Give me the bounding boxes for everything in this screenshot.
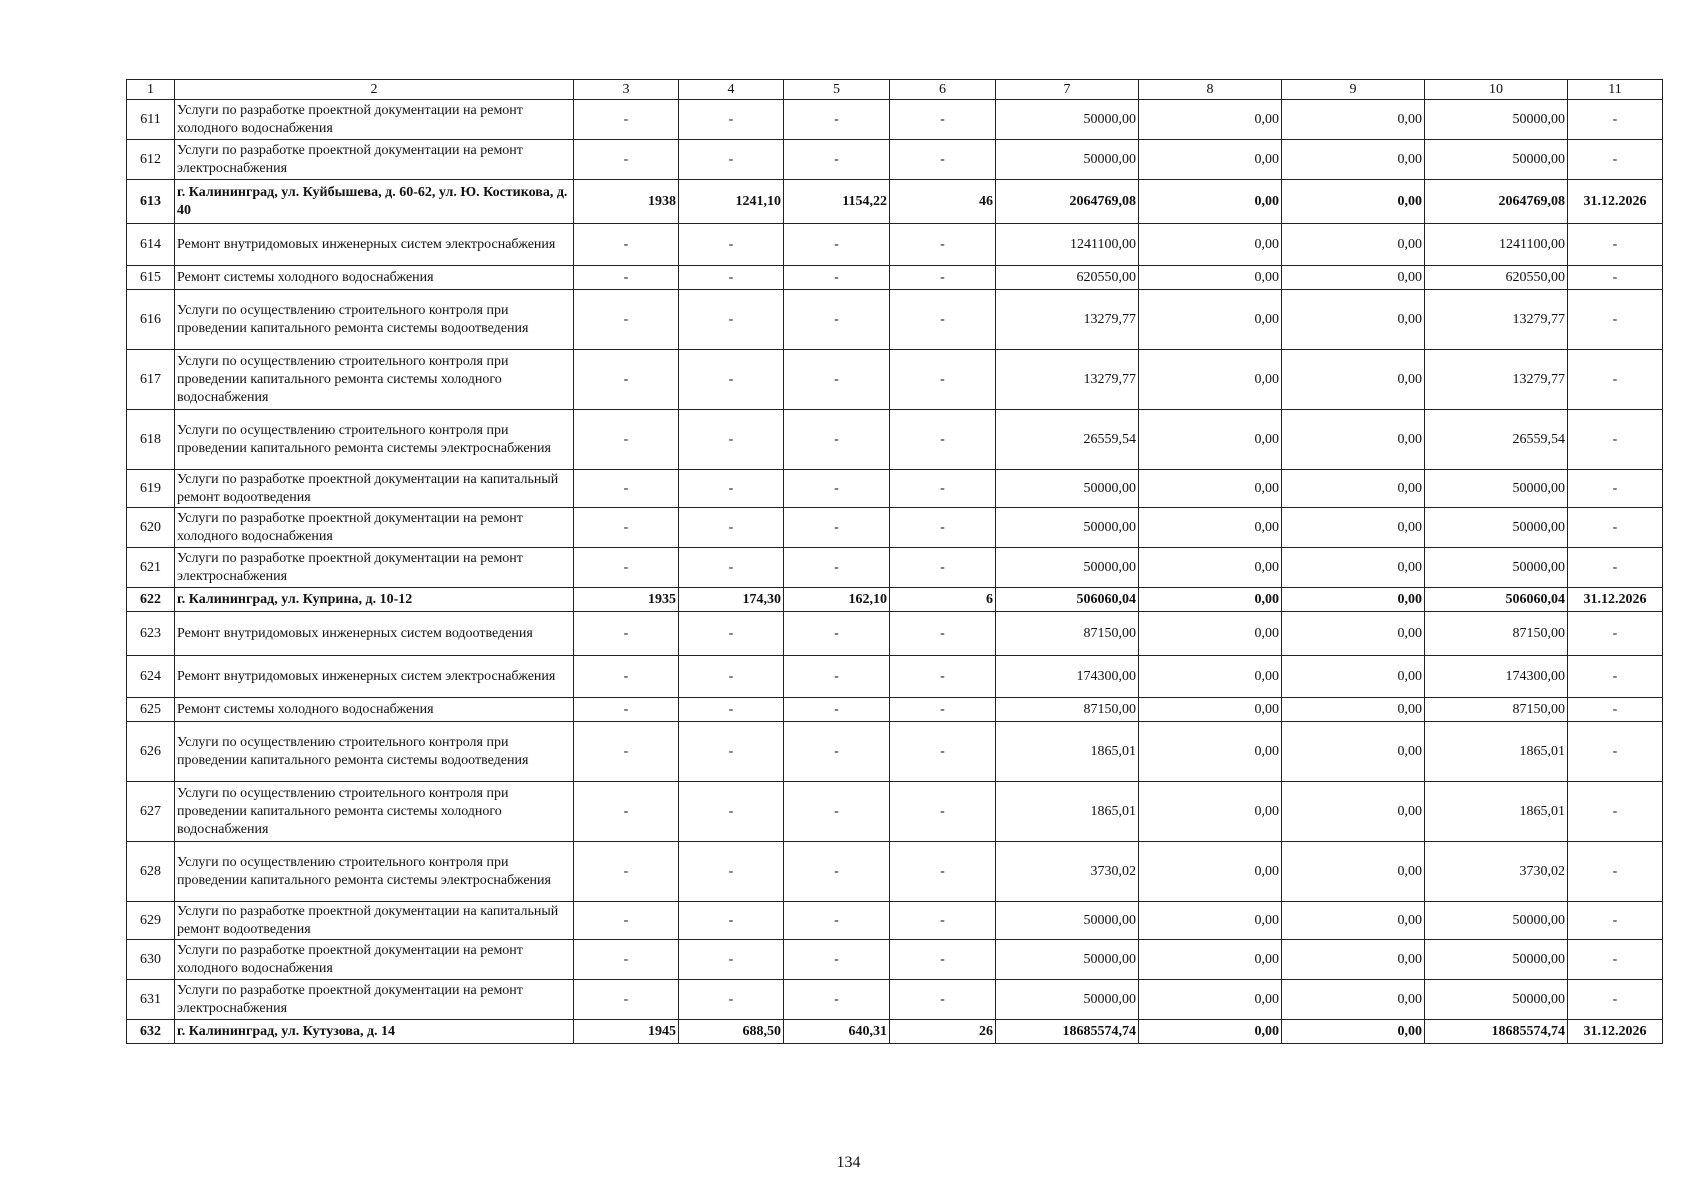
col8-value: 0,00 [1139, 902, 1282, 940]
col8-value: 0,00 [1139, 548, 1282, 588]
col10-value: 13279,77 [1425, 350, 1568, 410]
row-name: г. Калининград, ул. Кутузова, д. 14 [175, 1020, 574, 1044]
col8-value: 0,00 [1139, 842, 1282, 902]
col4-value: 688,50 [679, 1020, 784, 1044]
col5-value: - [784, 290, 890, 350]
row-name: Услуги по осуществлению строительного контроля при проведении капитального ремонта системы электроснабжения [175, 410, 574, 470]
column-header: 9 [1282, 80, 1425, 100]
col4-value: - [679, 290, 784, 350]
column-header: 8 [1139, 80, 1282, 100]
col7-value: 50000,00 [996, 140, 1139, 180]
col10-value: 13279,77 [1425, 290, 1568, 350]
col5-value: - [784, 224, 890, 266]
col11-value: - [1568, 350, 1663, 410]
col9-value: 0,00 [1282, 842, 1425, 902]
col8-value: 0,00 [1139, 612, 1282, 656]
col10-value: 26559,54 [1425, 410, 1568, 470]
row-name: Услуги по разработке проектной документации на ремонт холодного водоснабжения [175, 100, 574, 140]
col7-value: 50000,00 [996, 902, 1139, 940]
col8-value: 0,00 [1139, 140, 1282, 180]
col9-value: 0,00 [1282, 612, 1425, 656]
col11-value: - [1568, 722, 1663, 782]
row-name: Услуги по разработке проектной документации на ремонт электроснабжения [175, 140, 574, 180]
col6-value: - [890, 100, 996, 140]
col4-value: - [679, 842, 784, 902]
row-number: 623 [127, 612, 175, 656]
col10-value: 50000,00 [1425, 548, 1568, 588]
col9-value: 0,00 [1282, 470, 1425, 508]
row-number: 615 [127, 266, 175, 290]
col3-value: - [574, 266, 679, 290]
col7-value: 506060,04 [996, 588, 1139, 612]
col6-value: - [890, 290, 996, 350]
col7-value: 1865,01 [996, 722, 1139, 782]
col7-value: 50000,00 [996, 548, 1139, 588]
col9-value: 0,00 [1282, 224, 1425, 266]
col7-value: 174300,00 [996, 656, 1139, 698]
col3-value: - [574, 100, 679, 140]
col4-value: - [679, 940, 784, 980]
col11-value: - [1568, 902, 1663, 940]
col5-value: 1154,22 [784, 180, 890, 224]
column-header: 3 [574, 80, 679, 100]
row-number: 630 [127, 940, 175, 980]
col8-value: 0,00 [1139, 410, 1282, 470]
row-number: 627 [127, 782, 175, 842]
row-number: 612 [127, 140, 175, 180]
row-name: г. Калининград, ул. Куприна, д. 10-12 [175, 588, 574, 612]
header-row [127, 80, 1663, 100]
col4-value: - [679, 508, 784, 548]
col11-value: - [1568, 410, 1663, 470]
col10-value: 50000,00 [1425, 902, 1568, 940]
row-number: 614 [127, 224, 175, 266]
col6-value: 46 [890, 180, 996, 224]
col5-value: 640,31 [784, 1020, 890, 1044]
col4-value: - [679, 224, 784, 266]
col9-value: 0,00 [1282, 722, 1425, 782]
col7-value: 2064769,08 [996, 180, 1139, 224]
col7-value: 18685574,74 [996, 1020, 1139, 1044]
col3-value: - [574, 612, 679, 656]
col11-value: - [1568, 698, 1663, 722]
capital-repair-table [126, 79, 1663, 1044]
col10-value: 1241100,00 [1425, 224, 1568, 266]
col5-value: - [784, 782, 890, 842]
col6-value: - [890, 508, 996, 548]
col7-value: 13279,77 [996, 350, 1139, 410]
col9-value: 0,00 [1282, 698, 1425, 722]
col5-value: - [784, 140, 890, 180]
col5-value: - [784, 612, 890, 656]
col9-value: 0,00 [1282, 656, 1425, 698]
col6-value: - [890, 940, 996, 980]
col4-value: - [679, 980, 784, 1020]
row-number: 617 [127, 350, 175, 410]
col9-value: 0,00 [1282, 980, 1425, 1020]
col10-value: 50000,00 [1425, 980, 1568, 1020]
col10-value: 50000,00 [1425, 508, 1568, 548]
row-name: Ремонт системы холодного водоснабжения [175, 698, 574, 722]
col3-value: - [574, 902, 679, 940]
col10-value: 506060,04 [1425, 588, 1568, 612]
col6-value: - [890, 612, 996, 656]
col6-value: - [890, 140, 996, 180]
col4-value: 1241,10 [679, 180, 784, 224]
col8-value: 0,00 [1139, 722, 1282, 782]
col11-value: - [1568, 224, 1663, 266]
col10-value: 50000,00 [1425, 140, 1568, 180]
col9-value: 0,00 [1282, 902, 1425, 940]
col10-value: 50000,00 [1425, 940, 1568, 980]
col6-value: - [890, 266, 996, 290]
col3-value: - [574, 842, 679, 902]
col11-value: - [1568, 100, 1663, 140]
col5-value: - [784, 656, 890, 698]
col9-value: 0,00 [1282, 410, 1425, 470]
col4-value: - [679, 902, 784, 940]
col6-value: - [890, 722, 996, 782]
col3-value: - [574, 290, 679, 350]
col7-value: 3730,02 [996, 842, 1139, 902]
col5-value: - [784, 980, 890, 1020]
col4-value: - [679, 722, 784, 782]
row-number: 613 [127, 180, 175, 224]
row-number: 620 [127, 508, 175, 548]
col11-value: 31.12.2026 [1568, 180, 1663, 224]
column-header: 4 [679, 80, 784, 100]
col11-value: - [1568, 290, 1663, 350]
row-name: Услуги по разработке проектной документации на ремонт электроснабжения [175, 548, 574, 588]
col6-value: 6 [890, 588, 996, 612]
col4-value: - [679, 612, 784, 656]
table-row [127, 410, 1663, 470]
col11-value: - [1568, 656, 1663, 698]
col7-value: 87150,00 [996, 698, 1139, 722]
col10-value: 1865,01 [1425, 722, 1568, 782]
row-number: 621 [127, 548, 175, 588]
col9-value: 0,00 [1282, 180, 1425, 224]
row-number: 619 [127, 470, 175, 508]
col9-value: 0,00 [1282, 940, 1425, 980]
table-row [127, 588, 1663, 612]
col9-value: 0,00 [1282, 588, 1425, 612]
row-number: 616 [127, 290, 175, 350]
column-header: 5 [784, 80, 890, 100]
col7-value: 13279,77 [996, 290, 1139, 350]
column-header: 10 [1425, 80, 1568, 100]
col8-value: 0,00 [1139, 180, 1282, 224]
col10-value: 1865,01 [1425, 782, 1568, 842]
row-name: Услуги по осуществлению строительного контроля при проведении капитального ремонта системы водоотведения [175, 290, 574, 350]
col3-value: - [574, 722, 679, 782]
col7-value: 1241100,00 [996, 224, 1139, 266]
col4-value: - [679, 410, 784, 470]
col3-value: - [574, 782, 679, 842]
table-row [127, 266, 1663, 290]
row-name: Услуги по разработке проектной документации на ремонт электроснабжения [175, 980, 574, 1020]
col8-value: 0,00 [1139, 980, 1282, 1020]
col5-value: - [784, 410, 890, 470]
col7-value: 1865,01 [996, 782, 1139, 842]
col10-value: 3730,02 [1425, 842, 1568, 902]
col5-value: - [784, 266, 890, 290]
table-row [127, 180, 1663, 224]
col5-value: - [784, 698, 890, 722]
table-row [127, 224, 1663, 266]
col11-value: - [1568, 266, 1663, 290]
col7-value: 87150,00 [996, 612, 1139, 656]
row-number: 631 [127, 980, 175, 1020]
col10-value: 18685574,74 [1425, 1020, 1568, 1044]
table-row [127, 290, 1663, 350]
row-number: 618 [127, 410, 175, 470]
col8-value: 0,00 [1139, 470, 1282, 508]
col5-value: - [784, 350, 890, 410]
col5-value: - [784, 902, 890, 940]
col4-value: - [679, 100, 784, 140]
row-name: Ремонт внутридомовых инженерных систем электроснабжения [175, 224, 574, 266]
col5-value: - [784, 470, 890, 508]
col6-value: - [890, 842, 996, 902]
col8-value: 0,00 [1139, 224, 1282, 266]
col8-value: 0,00 [1139, 290, 1282, 350]
table-row [127, 656, 1663, 698]
row-name: Ремонт системы холодного водоснабжения [175, 266, 574, 290]
col3-value: - [574, 940, 679, 980]
col8-value: 0,00 [1139, 656, 1282, 698]
row-name: Услуги по разработке проектной документации на ремонт холодного водоснабжения [175, 940, 574, 980]
col11-value: - [1568, 842, 1663, 902]
table-body [127, 100, 1663, 1044]
col7-value: 620550,00 [996, 266, 1139, 290]
col6-value: - [890, 782, 996, 842]
row-name: г. Калининград, ул. Куйбышева, д. 60-62, ул. Ю. Костикова, д. 40 [175, 180, 574, 224]
col8-value: 0,00 [1139, 698, 1282, 722]
col9-value: 0,00 [1282, 100, 1425, 140]
col6-value: - [890, 350, 996, 410]
col5-value: - [784, 842, 890, 902]
col4-value: - [679, 266, 784, 290]
row-number: 629 [127, 902, 175, 940]
col4-value: - [679, 698, 784, 722]
page-number: 134 [836, 1154, 861, 1171]
col4-value: - [679, 140, 784, 180]
row-name: Услуги по осуществлению строительного контроля при проведении капитального ремонта системы водоотведения [175, 722, 574, 782]
col8-value: 0,00 [1139, 1020, 1282, 1044]
col7-value: 26559,54 [996, 410, 1139, 470]
table-row [127, 612, 1663, 656]
col9-value: 0,00 [1282, 1020, 1425, 1044]
col8-value: 0,00 [1139, 350, 1282, 410]
col9-value: 0,00 [1282, 140, 1425, 180]
col8-value: 0,00 [1139, 100, 1282, 140]
col8-value: 0,00 [1139, 508, 1282, 548]
col11-value: - [1568, 508, 1663, 548]
col11-value: - [1568, 782, 1663, 842]
row-name: Услуги по осуществлению строительного контроля при проведении капитального ремонта системы холодного водоснабжения [175, 350, 574, 410]
col11-value: 31.12.2026 [1568, 1020, 1663, 1044]
col5-value: - [784, 100, 890, 140]
col8-value: 0,00 [1139, 940, 1282, 980]
col6-value: - [890, 224, 996, 266]
row-name: Услуги по разработке проектной документации на капитальный ремонт водоотведения [175, 902, 574, 940]
col3-value: 1945 [574, 1020, 679, 1044]
table-row [127, 350, 1663, 410]
col10-value: 620550,00 [1425, 266, 1568, 290]
col11-value: - [1568, 980, 1663, 1020]
col4-value: - [679, 350, 784, 410]
col11-value: - [1568, 548, 1663, 588]
col11-value: - [1568, 940, 1663, 980]
col4-value: - [679, 470, 784, 508]
col7-value: 50000,00 [996, 940, 1139, 980]
col5-value: - [784, 508, 890, 548]
col3-value: - [574, 980, 679, 1020]
col3-value: - [574, 656, 679, 698]
table-row [127, 940, 1663, 980]
col11-value: - [1568, 140, 1663, 180]
col3-value: - [574, 410, 679, 470]
column-header: 6 [890, 80, 996, 100]
row-number: 624 [127, 656, 175, 698]
col10-value: 50000,00 [1425, 470, 1568, 508]
table-row [127, 722, 1663, 782]
col10-value: 2064769,08 [1425, 180, 1568, 224]
row-name: Услуги по осуществлению строительного контроля при проведении капитального ремонта системы электроснабжения [175, 842, 574, 902]
col3-value: - [574, 470, 679, 508]
col6-value: - [890, 548, 996, 588]
table-row [127, 508, 1663, 548]
col9-value: 0,00 [1282, 350, 1425, 410]
col3-value: - [574, 224, 679, 266]
column-header: 1 [127, 80, 175, 100]
table-row [127, 902, 1663, 940]
col6-value: - [890, 902, 996, 940]
col10-value: 174300,00 [1425, 656, 1568, 698]
col9-value: 0,00 [1282, 266, 1425, 290]
col5-value: - [784, 548, 890, 588]
col3-value: - [574, 140, 679, 180]
col5-value: - [784, 940, 890, 980]
col3-value: - [574, 548, 679, 588]
col9-value: 0,00 [1282, 508, 1425, 548]
table-row [127, 842, 1663, 902]
col5-value: 162,10 [784, 588, 890, 612]
col3-value: - [574, 508, 679, 548]
col11-value: 31.12.2026 [1568, 588, 1663, 612]
row-name: Ремонт внутридомовых инженерных систем водоотведения [175, 612, 574, 656]
col6-value: - [890, 698, 996, 722]
row-number: 632 [127, 1020, 175, 1044]
col9-value: 0,00 [1282, 548, 1425, 588]
col7-value: 50000,00 [996, 980, 1139, 1020]
row-number: 625 [127, 698, 175, 722]
col4-value: - [679, 548, 784, 588]
col8-value: 0,00 [1139, 266, 1282, 290]
row-name: Ремонт внутридомовых инженерных систем электроснабжения [175, 656, 574, 698]
row-number: 622 [127, 588, 175, 612]
col4-value: - [679, 656, 784, 698]
col5-value: - [784, 722, 890, 782]
col10-value: 87150,00 [1425, 612, 1568, 656]
col3-value: 1938 [574, 180, 679, 224]
column-header: 2 [175, 80, 574, 100]
col6-value: 26 [890, 1020, 996, 1044]
row-name: Услуги по осуществлению строительного контроля при проведении капитального ремонта системы холодного водоснабжения [175, 782, 574, 842]
col10-value: 87150,00 [1425, 698, 1568, 722]
col9-value: 0,00 [1282, 782, 1425, 842]
table-row [127, 548, 1663, 588]
col7-value: 50000,00 [996, 508, 1139, 548]
col10-value: 50000,00 [1425, 100, 1568, 140]
table-row [127, 698, 1663, 722]
col7-value: 50000,00 [996, 470, 1139, 508]
col11-value: - [1568, 470, 1663, 508]
table-row [127, 782, 1663, 842]
col8-value: 0,00 [1139, 588, 1282, 612]
col6-value: - [890, 470, 996, 508]
table-row [127, 140, 1663, 180]
col6-value: - [890, 656, 996, 698]
table-row [127, 470, 1663, 508]
row-number: 611 [127, 100, 175, 140]
col3-value: 1935 [574, 588, 679, 612]
col9-value: 0,00 [1282, 290, 1425, 350]
table-row [127, 980, 1663, 1020]
table-row [127, 100, 1663, 140]
col8-value: 0,00 [1139, 782, 1282, 842]
row-number: 628 [127, 842, 175, 902]
column-header: 11 [1568, 80, 1663, 100]
col3-value: - [574, 698, 679, 722]
col6-value: - [890, 410, 996, 470]
row-name: Услуги по разработке проектной документации на ремонт холодного водоснабжения [175, 508, 574, 548]
col4-value: - [679, 782, 784, 842]
row-name: Услуги по разработке проектной документации на капитальный ремонт водоотведения [175, 470, 574, 508]
row-number: 626 [127, 722, 175, 782]
column-header: 7 [996, 80, 1139, 100]
col11-value: - [1568, 612, 1663, 656]
col3-value: - [574, 350, 679, 410]
table-row [127, 1020, 1663, 1044]
col7-value: 50000,00 [996, 100, 1139, 140]
col4-value: 174,30 [679, 588, 784, 612]
col6-value: - [890, 980, 996, 1020]
